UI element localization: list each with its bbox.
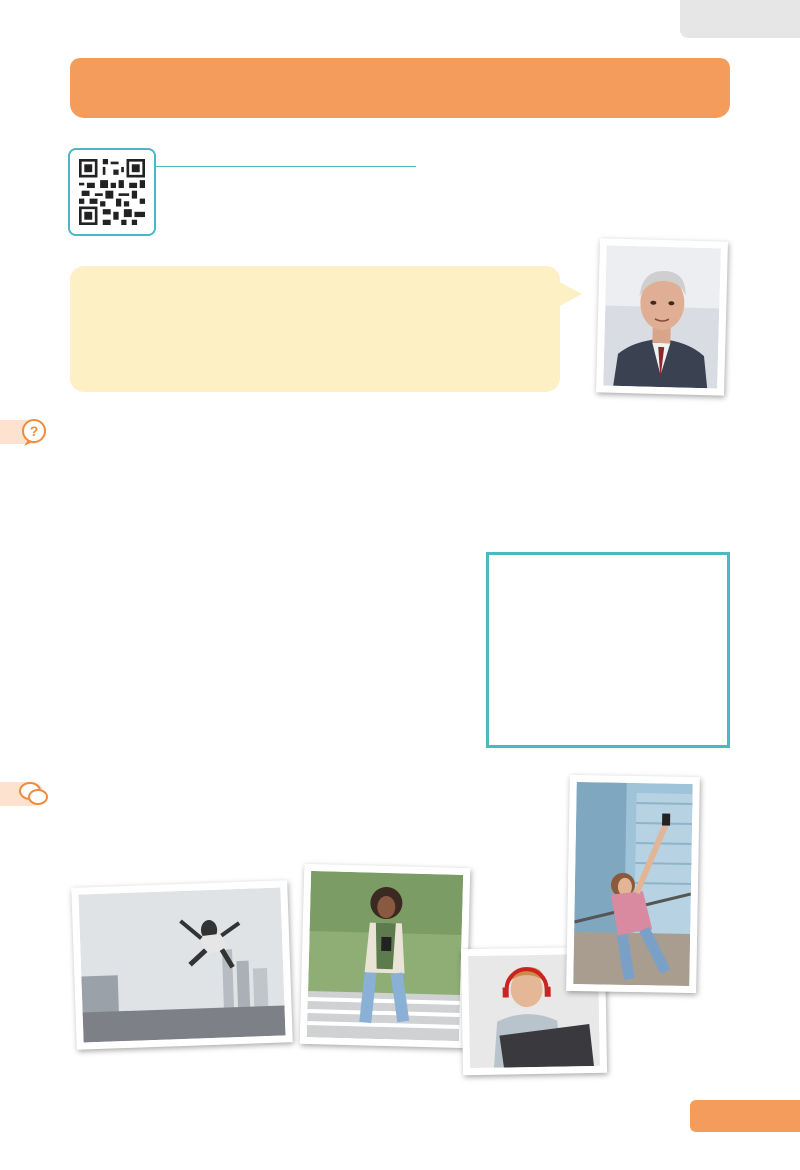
girl-with-phone-image — [307, 871, 463, 1041]
quote-box — [70, 266, 560, 392]
question-mark-icon — [0, 416, 50, 448]
parkour-jump-image — [78, 888, 285, 1043]
photo-selfie-on-railing — [566, 775, 700, 993]
photo-parkour-jump — [71, 880, 293, 1049]
page-number — [690, 1100, 800, 1132]
decorative-dashes-bottom — [0, 1086, 800, 1090]
photo-girl-with-phone — [300, 864, 471, 1048]
table-of-contents-link[interactable] — [680, 0, 800, 38]
selfie-on-railing-image — [573, 782, 693, 986]
module-title-banner — [70, 58, 730, 118]
man-portrait-image — [603, 246, 721, 389]
definition-box — [486, 552, 730, 748]
portrait-photo — [596, 238, 728, 395]
qr-code-icon — [79, 159, 145, 225]
link-underline — [156, 166, 416, 167]
svg-text:?: ? — [29, 423, 39, 439]
discussion-bubbles-icon — [0, 778, 50, 810]
speech-bubble-tail — [556, 280, 582, 308]
qr-code[interactable] — [68, 148, 156, 236]
decorative-dots-top — [10, 22, 670, 42]
